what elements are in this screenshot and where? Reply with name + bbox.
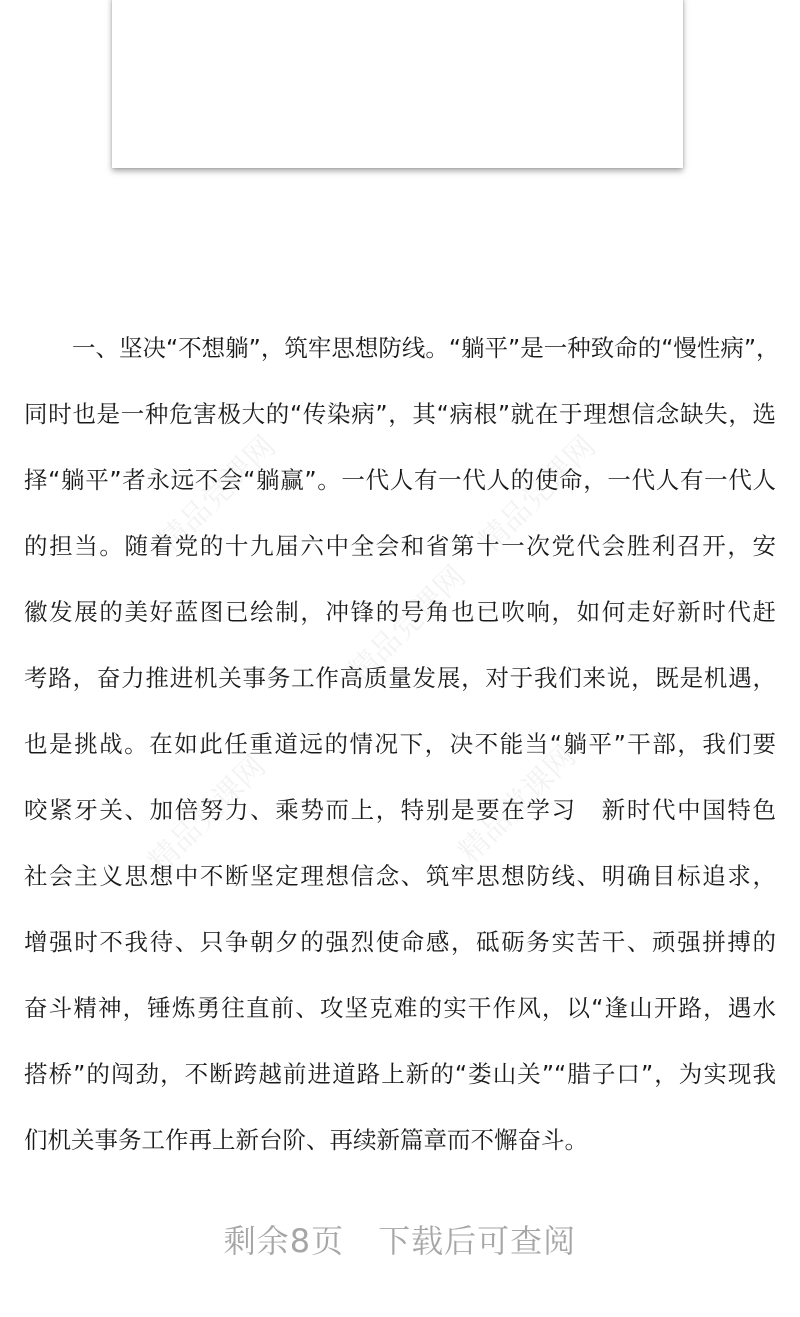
text-line: 咬紧牙关、加倍努力、乘势而上，特别是要在学习 新时代中国特色	[24, 796, 776, 824]
download-to-view-label[interactable]: 下载后可查阅	[378, 1222, 577, 1260]
text-line: 同时也是一种危害极大的“传染病”，其“病根”就在于理想信念缺失，选	[24, 400, 776, 428]
text-line: 们机关事务工作再上新台阶、再续新篇章而不懈奋斗。	[24, 1126, 588, 1154]
watermark: 精品党课网	[342, 559, 473, 690]
text-line: 择“躺平”者永远不会“躺赢”。一代人有一代人的使命，一代人有一代人	[24, 466, 776, 494]
text-line: 搭桥”的闯劲，不断跨越前进道路上新的“娄山关”“腊子口”，为实现我	[24, 1060, 776, 1088]
document-body	[24, 330, 780, 1188]
text-line: 考路，奋力推进机关事务工作高质量发展，对于我们来说，既是机遇，	[24, 664, 776, 692]
remaining-pages-label: 剩余8页	[223, 1222, 345, 1260]
text-line: 增强时不我待、只争朝夕的强烈使命感，砥砺务实苦干、顽强拼搏的	[24, 928, 776, 956]
previous-page-card	[112, 0, 683, 168]
text-line: 徽发展的美好蓝图已绘制，冲锋的号角也已吹响，如何走好新时代赶	[24, 598, 776, 626]
text-line: 奋斗精神，锤炼勇往直前、攻坚克难的实干作风，以“逢山开路，遇水	[24, 994, 776, 1022]
text-line: 也是挑战。在如此任重道远的情况下，决不能当“躺平”干部，我们要	[24, 730, 776, 758]
watermark: 精品党课网	[152, 429, 283, 560]
download-prompt[interactable]	[0, 1216, 800, 1262]
watermark: 精品党课网	[472, 429, 603, 560]
text-line: 的担当。随着党的十九届六中全会和省第十一次党代会胜利召开，安	[24, 532, 776, 560]
text-line: 社会主义思想中不断坚定理想信念、筑牢思想防线、明确目标追求，	[24, 862, 776, 890]
watermark: 精品党课网	[452, 739, 583, 870]
watermark: 精品党课网	[142, 749, 273, 880]
text-line: 一、坚决“不想躺”，筑牢思想防线。“躺平”是一种致命的“慢性病”，	[72, 334, 780, 362]
